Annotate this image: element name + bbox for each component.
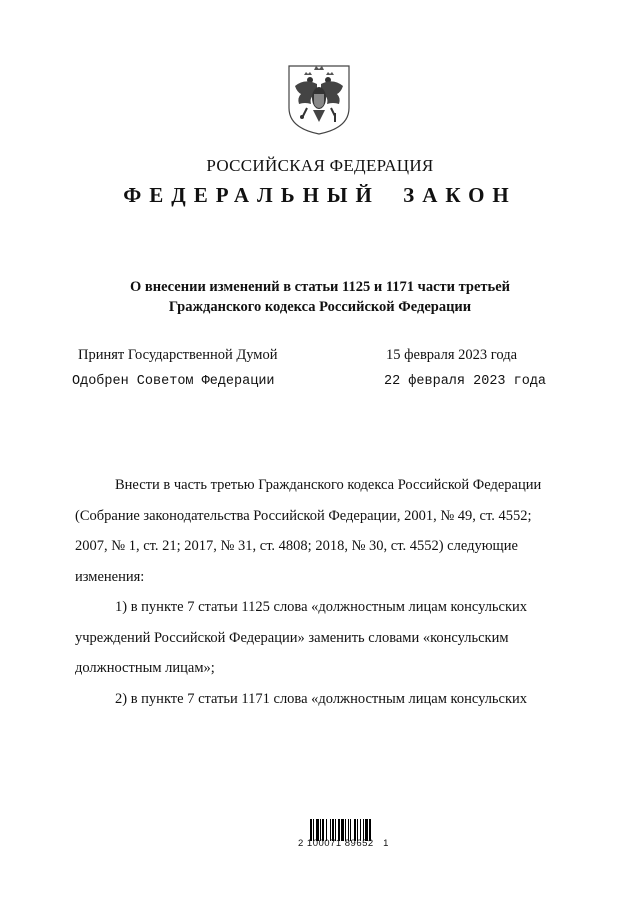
law-title-line: О внесении изменений в статьи 1125 и 1171 части третьей: [129, 279, 511, 295]
council-date: 22 февраля 2023 года: [384, 374, 547, 389]
body-line: учреждений Российской Федерации» заменить словами «консульским: [75, 629, 509, 646]
body-line: изменения:: [75, 568, 145, 585]
law-body: [75, 470, 565, 714]
coat-of-arms-icon: [287, 64, 351, 136]
barcode-number: 2 100071 89652 1: [298, 838, 389, 849]
duma-label: Принят Государственной Думой: [78, 347, 278, 363]
document-type-heading: ФЕДЕРАЛЬНЫЙ ЗАКОН: [123, 183, 517, 207]
adoption-duma-row: [0, 347, 640, 367]
law-title: [80, 277, 560, 317]
body-line: 2) в пункте 7 статьи 1171 слова «должностным лицам консульских: [115, 690, 528, 707]
body-line: Внести в часть третью Гражданского кодекса Российской Федерации: [115, 477, 542, 493]
law-title-line: Гражданского кодекса Российской Федерации: [168, 299, 472, 315]
council-label: Одобрен Советом Федерации: [72, 374, 275, 389]
body-line: (Собрание законодательства Российской Федерации, 2001, № 49, ст. 4552;: [75, 507, 532, 524]
body-line: 2007, № 1, ст. 21; 2017, № 31, ст. 4808; 2018, № 30, ст. 4552) следующие: [75, 538, 518, 554]
country-heading: РОССИЙСКАЯ ФЕДЕРАЦИЯ: [206, 156, 434, 175]
adoption-council-row: [0, 374, 640, 394]
body-line: 1) в пункте 7 статьи 1125 слова «должностным лицам консульских: [115, 599, 528, 615]
body-line: должностным лицам»;: [75, 660, 215, 676]
duma-date: 15 февраля 2023 года: [386, 347, 518, 363]
